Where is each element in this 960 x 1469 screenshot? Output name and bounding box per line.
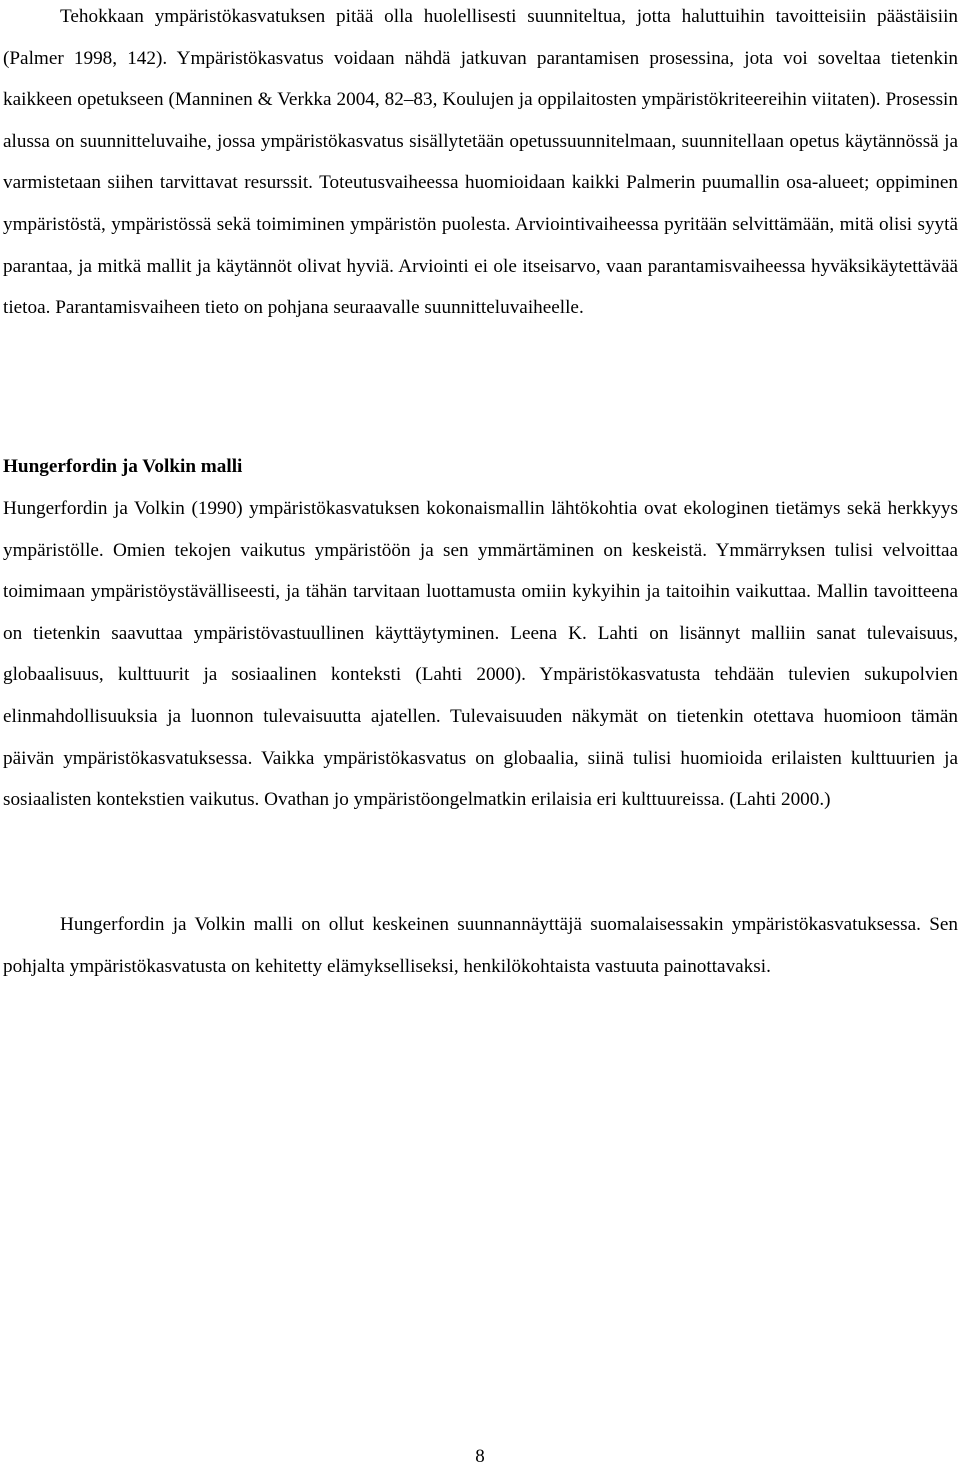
- body-paragraph-1: Tehokkaan ympäristökasvatuksen pitää olla huolellisesti suunniteltua, jotta haluttuihin tavoitteisiin päästäisiin (Palmer 1998, 142). Ympäristökasvatus voidaan nähdä jatkuvan parantamisen prosessina, jota voi soveltaa tietenkin kaikkeen opetukseen (Manninen & Verkka 2004, 82–83, Koulujen ja oppilaitosten ympäristökriteereihin viitaten). Prosessin alussa on suunnitteluvaihe, jossa ympäristökasvatus sisällytetään opetussuunnitelmaan, suunnitellaan opetus käytännössä ja varmistetaan siihen tarvittavat resurssit. Toteutusvaiheessa huomioidaan kaikki Palmerin puumallin osa-alueet; oppiminen ympäristöstä, ympäristössä sekä toimiminen ympäristön puolesta. Arviointivaiheessa pyritään selvittämään, mitä olisi syytä parantaa, ja mitkä mallit ja käytännöt olivat hyviä. Arviointi ei ole itseisarvo, vaan parantamisvaiheessa hyväksikäytettävää tietoa. Parantamisvaiheen tieto on pohjana seuraavalle suunnitteluvaiheelle.: [3, 6, 958, 319]
- section-heading: Hungerfordin ja Volkin malli: [3, 456, 243, 477]
- page-number: 8: [475, 1446, 485, 1467]
- body-paragraph-2: Hungerfordin ja Volkin (1990) ympäristökasvatuksen kokonaismallin lähtökohtia ovat ekologinen tietämys sekä herkkyys ympäristölle. Omien tekojen vaikutus ympäristöön ja sen ymmärtäminen on keskeistä. Ymmärryksen tulisi velvoittaa toimimaan ympäristöystävälliseesti, ja tähän tarvitaan luottamusta omiin kykyihin ja taitoihin vaikuttaa. Mallin tavoitteena on tietenkin saavuttaa ympäristövastuullinen käyttäytyminen. Leena K. Lahti on lisännyt malliin sanat tulevaisuus, globaalisuus, kulttuurit ja sosiaalinen konteksti (Lahti 2000). Ympäristökasvatusta tehdään tulevien sukupolvien elinmahdollisuuksia ja luonnon tulevaisuutta ajatellen. Tulevaisuuden näkymät on tietenkin otettava huomioon tämän päivän ympäristökasvatuksessa. Vaikka ympäristökasvatus on globaalia, siinä tulisi huomioida erilaisten kulttuurien ja sosiaalisten kontekstien vaikutus. Ovathan jo ympäristöongelmatkin erilaisia eri kulttuureissa. (Lahti 2000.): [3, 498, 958, 811]
- body-paragraph-3: Hungerfordin ja Volkin malli on ollut keskeinen suunnannäyttäjä suomalaisessakin ympäristökasvatuksessa. Sen pohjalta ympäristökasvatusta on kehitetty elämykselliseksi, henkilökohtaista vastuuta painottavaksi.: [3, 914, 958, 977]
